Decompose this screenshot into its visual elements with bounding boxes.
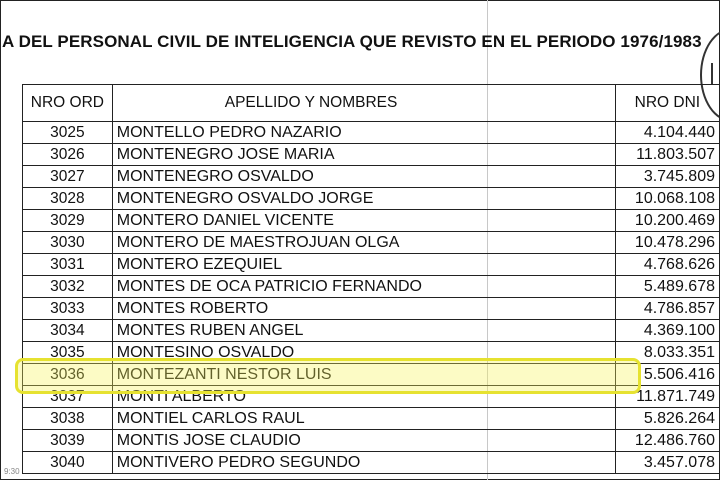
cell-dni: 10.200.469 — [615, 210, 719, 232]
cell-nro-ord: 3027 — [23, 166, 113, 188]
cell-nro-ord: 3033 — [23, 298, 113, 320]
cell-name: MONTELLO PEDRO NAZARIO — [112, 122, 615, 144]
cell-nro-ord: 3036 — [23, 364, 113, 386]
cell-nro-ord: 3028 — [23, 188, 113, 210]
cell-dni: 12.486.760 — [615, 430, 719, 452]
personnel-table — [22, 84, 720, 474]
table-row — [23, 430, 720, 452]
table-row — [23, 320, 720, 342]
cell-name: MONTES RUBEN ANGEL — [112, 320, 615, 342]
cell-nro-ord: 3026 — [23, 144, 113, 166]
cell-dni: 4.104.440 — [615, 122, 719, 144]
cell-dni: 4.786.857 — [615, 298, 719, 320]
table-row — [23, 122, 720, 144]
cell-name: MONTENEGRO JOSE MARIA — [112, 144, 615, 166]
cell-name: MONTEZANTI NESTOR LUIS — [112, 364, 615, 386]
table-row — [23, 276, 720, 298]
cell-nro-ord: 3032 — [23, 276, 113, 298]
cell-dni: 10.068.108 — [615, 188, 719, 210]
table-row — [23, 298, 720, 320]
table-row — [23, 254, 720, 276]
cell-nro-ord: 3037 — [23, 386, 113, 408]
cell-name: MONTIEL CARLOS RAUL — [112, 408, 615, 430]
table-row — [23, 166, 720, 188]
table-row — [23, 408, 720, 430]
stamp-seal-mark — [711, 63, 720, 85]
cell-nro-ord: 3029 — [23, 210, 113, 232]
cell-dni: 11.803.507 — [615, 144, 719, 166]
cell-dni: 5.826.264 — [615, 408, 719, 430]
cell-name: MONTES ROBERTO — [112, 298, 615, 320]
table-row — [23, 386, 720, 408]
cell-dni: 8.033.351 — [615, 342, 719, 364]
cell-dni: 5.506.416 — [615, 364, 719, 386]
cell-dni: 4.768.626 — [615, 254, 719, 276]
cell-nro-ord: 3040 — [23, 452, 113, 474]
cell-name: MONTES DE OCA PATRICIO FERNANDO — [112, 276, 615, 298]
cell-nro-ord: 3034 — [23, 320, 113, 342]
table-row — [23, 144, 720, 166]
cell-name: MONTESINO OSVALDO — [112, 342, 615, 364]
cell-name: MONTENEGRO OSVALDO — [112, 166, 615, 188]
cell-name: MONTERO DANIEL VICENTE — [112, 210, 615, 232]
cell-dni: 3.457.078 — [615, 452, 719, 474]
cell-dni: 5.489.678 — [615, 276, 719, 298]
table-row — [23, 452, 720, 474]
cell-nro-ord: 3035 — [23, 342, 113, 364]
table-row — [23, 232, 720, 254]
cell-name: MONTERO DE MAESTROJUAN OLGA — [112, 232, 615, 254]
cell-nro-ord: 3025 — [23, 122, 113, 144]
header-nro-ord: NRO ORD — [23, 85, 113, 122]
table-header-row — [23, 85, 720, 122]
header-nro-dni: NRO DNI — [615, 85, 719, 122]
cell-dni: 4.369.100 — [615, 320, 719, 342]
corner-mark: 9:30 — [4, 467, 20, 476]
table-row — [23, 188, 720, 210]
header-apellido-nombres: APELLIDO Y NOMBRES — [112, 85, 615, 122]
cell-dni: 10.478.296 — [615, 232, 719, 254]
cell-name: MONTIS JOSE CLAUDIO — [112, 430, 615, 452]
cell-name: MONTI ALBERTO — [112, 386, 615, 408]
document-heading: A DEL PERSONAL CIVIL DE INTELIGENCIA QUE REVISTO EN EL PERIODO 1976/1983 — [2, 32, 702, 51]
table-row-highlighted — [23, 364, 720, 386]
cell-name: MONTERO EZEQUIEL — [112, 254, 615, 276]
cell-nro-ord: 3038 — [23, 408, 113, 430]
cell-dni: 11.871.749 — [615, 386, 719, 408]
cell-dni: 3.745.809 — [615, 166, 719, 188]
cell-nro-ord: 3031 — [23, 254, 113, 276]
cell-name: MONTENEGRO OSVALDO JORGE — [112, 188, 615, 210]
table-row — [23, 210, 720, 232]
cell-name: MONTIVERO PEDRO SEGUNDO — [112, 452, 615, 474]
table-row — [23, 342, 720, 364]
cell-nro-ord: 3030 — [23, 232, 113, 254]
cell-nro-ord: 3039 — [23, 430, 113, 452]
